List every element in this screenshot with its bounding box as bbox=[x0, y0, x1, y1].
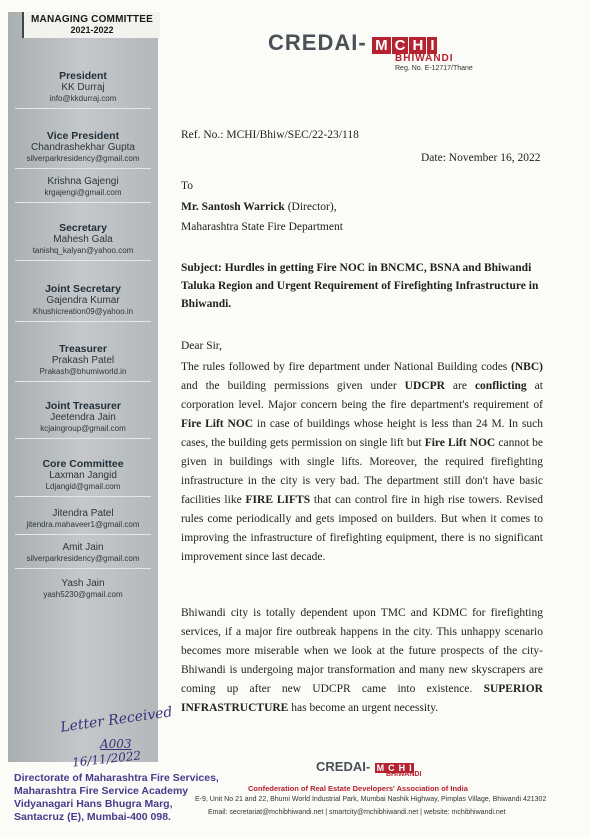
member-email: info@kkdurraj.com bbox=[49, 94, 117, 103]
managing-committee-sidebar bbox=[8, 12, 158, 762]
stamp-line: Santacruz (E), Mumbai-400 098. bbox=[14, 811, 171, 823]
text-run: at corporation level. Major concern being the fire department's requirement of bbox=[181, 380, 543, 411]
member-krishna bbox=[8, 176, 158, 203]
footer-logo-subtitle: BHIWANDI bbox=[386, 771, 422, 778]
stamp-line: Vidyanagari Hans Bhugra Marg, bbox=[14, 798, 173, 810]
text-run: The rules followed by fire department under National Building codes bbox=[181, 361, 512, 373]
member-role: Vice President bbox=[46, 130, 120, 142]
member-treasurer bbox=[8, 343, 158, 382]
recipient bbox=[181, 198, 543, 217]
logo-subtitle: BHIWANDI bbox=[395, 53, 454, 64]
member-role: Treasurer bbox=[59, 343, 107, 355]
footer-contacts: Email: secretariat@mchibhiwandi.net | smartcity@mchibhiwandi.net | website: mchibhiwandi.net bbox=[208, 809, 506, 816]
member-email: Prakash@bhumiworld.in bbox=[39, 367, 127, 376]
member-role: Joint Treasurer bbox=[45, 400, 121, 412]
committee-title: MANAGING COMMITTEE bbox=[31, 14, 153, 25]
handwritten-date: 16/11/2022 bbox=[71, 748, 142, 770]
logo-letter: M bbox=[372, 37, 391, 54]
recipient-name: Mr. Santosh Warrick bbox=[181, 201, 285, 213]
member-name: Chandrashekhar Gupta bbox=[31, 142, 135, 153]
logo-letter: H bbox=[409, 37, 426, 54]
footer-confederation: Confederation of Real Estate Developers' Association of India bbox=[248, 784, 468, 793]
text-run: cannot be given in buildings with single lifts. Moreover, the required firefighting infrastructure in the city is very bad. The department still don't have basic facilities like bbox=[181, 437, 543, 506]
logo-letter: C bbox=[392, 37, 409, 54]
member-role: President bbox=[59, 70, 107, 82]
committee-header bbox=[22, 12, 160, 38]
text-run: and the building permissions given under bbox=[181, 380, 405, 392]
recipient-role: (Director), bbox=[284, 201, 337, 213]
text-run: that can control fire in high rise towers. Revised rules come periodically and gets imposed on builders. But when it comes to improving the infrastructure of firefighting equipment, there is no significant improvement since last decade. bbox=[181, 494, 543, 563]
member-email: tanishq_kalyan@yahoo.com bbox=[32, 246, 134, 255]
footer-logo-letter: M bbox=[376, 763, 385, 773]
member-joint-treasurer bbox=[8, 400, 158, 439]
reference-number: Ref. No.: MCHI/Bhiw/SEC/22-23/118 bbox=[181, 129, 359, 141]
member-name: Yash Jain bbox=[61, 578, 105, 589]
member-vice-president bbox=[8, 130, 158, 169]
member-email: jitendra.mahaveer1@gmail.com bbox=[26, 520, 140, 529]
letter-date: Date: November 16, 2022 bbox=[421, 152, 541, 164]
member-name: Mahesh Gala bbox=[53, 234, 113, 245]
salutation: Dear Sir, bbox=[181, 340, 223, 352]
member-email: kcjaingroup@gmail.com bbox=[40, 424, 126, 433]
to-label: To bbox=[181, 180, 193, 192]
text-run-bold: (NBC) bbox=[511, 361, 543, 373]
credai-mchi-logo bbox=[268, 30, 473, 72]
member-email: Ldjangid@gmail.com bbox=[45, 482, 121, 491]
member-jitendra bbox=[8, 508, 158, 535]
text-run-bold: FIRE LIFTS bbox=[245, 494, 311, 506]
footer-address: E-9, Unit No 21 and 22, Bhumi World Industrial Park, Mumbai Nashik Highway, Pimplas Village, Bhiwandi 421302 bbox=[195, 796, 547, 803]
member-name: KK Durraj bbox=[61, 82, 105, 93]
member-name: Jitendra Patel bbox=[52, 508, 114, 519]
member-email: silverparkresidency@gmail.com bbox=[26, 154, 140, 163]
recipient-org: Maharashtra State Fire Department bbox=[181, 221, 343, 233]
footer-logo-letter: C bbox=[388, 763, 395, 773]
member-email: yash5230@gmail.com bbox=[43, 590, 123, 599]
handwritten-number: A003 bbox=[100, 737, 132, 751]
member-email: krgajengi@gmail.com bbox=[44, 188, 122, 197]
member-core-committee bbox=[8, 458, 158, 497]
member-email: silverparkresidency@gmail.com bbox=[26, 554, 140, 563]
footer-logo-letter: H bbox=[398, 763, 406, 773]
committee-year: 2021-2022 bbox=[70, 25, 114, 35]
member-yash bbox=[8, 578, 158, 600]
text-run: are bbox=[444, 380, 475, 392]
logo-separator: - bbox=[358, 30, 367, 55]
member-name: Laxman Jangid bbox=[49, 470, 117, 481]
receipt-stamp bbox=[14, 772, 219, 824]
member-name: Jeetendra Jain bbox=[50, 412, 116, 423]
member-president bbox=[8, 70, 158, 109]
text-run-bold: Fire Lift NOC bbox=[424, 437, 496, 449]
text-run: in case of buildings whose height is less than 24 M. In such cases, the building gets permission on single lift but bbox=[181, 418, 544, 449]
stamp-line: Directorate of Maharashtra Fire Services, bbox=[14, 772, 219, 784]
member-joint-secretary bbox=[8, 283, 158, 322]
stamp-line: Maharashtra Fire Service Academy bbox=[14, 785, 189, 797]
member-name: Gajendra Kumar bbox=[46, 295, 120, 306]
paragraph-2 bbox=[181, 604, 543, 718]
footer-logo-separator: - bbox=[365, 759, 371, 774]
member-name: Krishna Gajengi bbox=[47, 176, 119, 187]
member-secretary bbox=[8, 222, 158, 261]
footer-logo bbox=[316, 758, 422, 778]
member-amit bbox=[8, 542, 158, 569]
text-run-bold: SUPERIOR INFRASTRUCTURE bbox=[181, 683, 543, 714]
footer-logo-letter: I bbox=[409, 763, 412, 773]
handwritten-received: Letter Received bbox=[59, 704, 174, 736]
registration-number: Reg. No. E-12717/Thane bbox=[395, 65, 473, 72]
footer-logo-credai: CREDAI bbox=[316, 759, 366, 774]
member-role: Core Committee bbox=[42, 458, 124, 470]
member-email: Khushicreation09@yahoo.in bbox=[32, 307, 134, 316]
logo-credai: CREDAI bbox=[268, 30, 359, 55]
logo-letter: I bbox=[427, 37, 437, 54]
subject-line: Subject: Hurdles in getting Fire NOC in BNCMC, BSNA and Bhiwandi Taluka Region and Urgent Requirement of Firefighting Infrastructure in Bhiwandi. bbox=[181, 262, 539, 310]
member-name: Amit Jain bbox=[62, 542, 104, 553]
member-name: Prakash Patel bbox=[51, 355, 115, 366]
text-run: Bhiwandi city is totally dependent upon TMC and KDMC for firefighting services, if a major fire outbreak happens in the city. This unhappy scenario becomes more miserable when we look at the future prospects of the city- Bhiwandi is undergoing major transformation and many new skyscrapers are coming up after new UDCPR came into existence. bbox=[181, 607, 543, 695]
text-run-bold: UDCPR bbox=[404, 380, 445, 392]
text-run-bold: Fire Lift NOC bbox=[181, 418, 254, 430]
paragraph-1 bbox=[181, 358, 543, 567]
text-run: has become an urgent necessity. bbox=[288, 702, 439, 714]
text-run-bold: conflicting bbox=[474, 380, 527, 392]
member-role: Secretary bbox=[59, 222, 107, 234]
member-role: Joint Secretary bbox=[45, 283, 121, 295]
